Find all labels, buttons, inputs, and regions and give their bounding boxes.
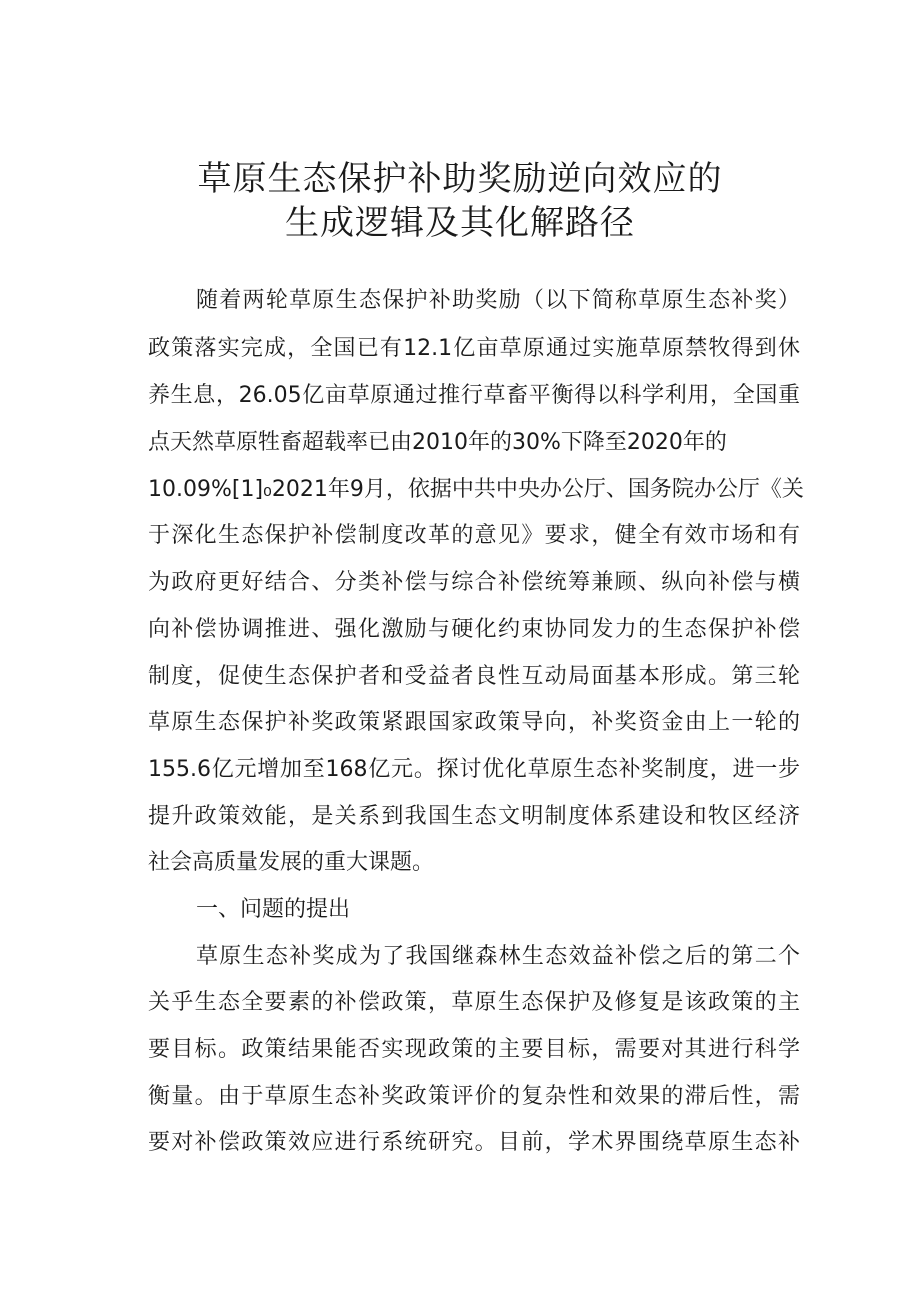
paragraph-line: 向补偿协调推进、强化激励与硬化约束协同发力的生态保护补偿: [148, 617, 800, 642]
paragraph-line: 社会高质量发展的重大课题。: [148, 850, 435, 875]
paragraph-line: 要对补偿政策效应进行系统研究。目前，学术界围绕草原生态补: [148, 1130, 800, 1155]
paragraph-line: 衡量。由于草原生态补奖政策评价的复杂性和效果的滞后性，需: [148, 1084, 800, 1109]
paragraph-line: 提升政策效能，是关系到我国生态文明制度体系建设和牧区经济: [148, 804, 800, 829]
paragraph-line: 点天然草原牲畜超载率已由2010年的30%下降至2020年的: [148, 430, 727, 455]
document-title-line-1: 草原生态保护补助奖励逆向效应的: [197, 159, 723, 199]
paragraph-line: 10.09%[1]₀2021年9月，依据中共中央办公厅、国务院办公厅《关: [148, 477, 804, 502]
paragraph-line: 关乎生态全要素的补偿政策，草原生态保护及修复是该政策的主: [148, 990, 800, 1015]
paragraph-line: 要目标。政策结果能否实现政策的主要目标，需要对其进行科学: [148, 1037, 800, 1062]
paragraph-line: 为政府更好结合、分类补偿与综合补偿统筹兼顾、纵向补偿与横: [148, 570, 800, 595]
paragraph-line: 政策落实完成，全国已有12.1亿亩草原通过实施草原禁牧得到休: [148, 336, 800, 361]
paragraph-line: 于深化生态保护补偿制度改革的意见》要求，健全有效市场和有: [148, 523, 800, 548]
section-heading: 一、问题的提出: [196, 897, 351, 922]
paragraph-line: 制度，促使生态保护者和受益者良性互动局面基本形成。第三轮: [148, 664, 800, 689]
paragraph-line: 随着两轮草原生态保护补助奖励（以下简称草原生态补奖）: [196, 288, 800, 313]
paragraph-line: 草原生态补奖成为了我国继森林生态效益补偿之后的第二个: [196, 944, 800, 969]
document-title-line-2: 生成逻辑及其化解路径: [285, 203, 635, 243]
paragraph-line: 草原生态保护补奖政策紧跟国家政策导向，补奖资金由上一轮的: [148, 710, 800, 735]
paragraph-line: 养生息，26.05亿亩草原通过推行草畜平衡得以科学利用，全国重: [148, 383, 800, 408]
paragraph-line: 155.6亿元增加至168亿元。探讨优化草原生态补奖制度，进一步: [148, 757, 800, 782]
